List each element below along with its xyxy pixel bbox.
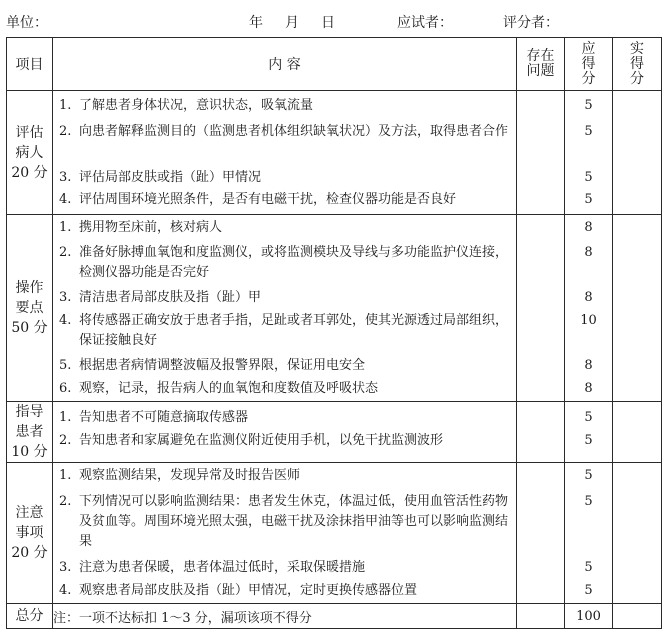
list-item: 4. 将传感器正确安放于患者手指，足趾或者耳郭处，使其光源透过局部组织，保证接触良好 [59,313,509,348]
list-item: 2. 告知患者和家属避免在监测仪附近使用手机，以免干扰监测波形 [59,433,444,448]
col-issue-text: 存在问题 [526,48,555,79]
section-category: 评估 病人 20 分 [7,91,53,215]
list-item: 2. 向患者解释监测目的（监测患者机体组织缺氧状况）及方法，取得患者合作 [59,124,509,139]
due-score-cell: 8 8 8 10 8 8 [565,215,613,402]
list-item: 1. 了解患者身体状况，意识状态，吸氧流量 [59,98,314,113]
col-actual-text: 实得分 [630,40,644,87]
table-row [7,463,662,604]
issue-cell[interactable] [517,604,565,629]
due-score-cell: 5 5 5 5 [565,463,613,604]
col-due-text: 应得分 [581,40,596,87]
list-item: 2. 准备好脉搏血氧饱和度监测仪，或将监测模块及导线与多功能监护仪连接，检测仪器功能是否完好 [59,245,509,280]
issue-cell[interactable] [517,215,565,402]
grader-label: 评分者： [503,15,559,31]
section-category: 指导 患者 10 分 [7,402,53,463]
section-items [53,402,517,463]
list-item: 6. 观察，记录，报告病人的血氧饱和度数值及呼吸状态 [59,381,379,396]
list-item: 4. 评估周围环境光照条件，是否有电磁干扰，检查仪器功能是否良好 [59,192,457,207]
total-score: 100 [565,604,613,629]
list-item: 3. 清洁患者局部皮肤及指（趾）甲 [59,290,262,305]
issue-cell[interactable] [517,402,565,463]
table-row [7,91,662,215]
table-row [7,402,662,463]
issue-cell[interactable] [517,463,565,604]
total-row [7,604,662,629]
list-item: 2. 下列情况可以影响监测结果：患者发生休克，体温过低，使用血管活性药物及贫血等。周围环境光照太强，电磁干扰及涂抹指甲油等也可以影响监测结果 [59,494,509,549]
actual-score-cell[interactable] [613,91,662,215]
actual-score-cell[interactable] [613,463,662,604]
list-item: 3. 注意为患者保暖，患者体温过低时，采取保暖措施 [59,560,366,575]
list-item: 1. 告知患者不可随意摘取传感器 [59,410,249,425]
col-content: 内 容 [53,38,517,91]
assessment-table [6,37,662,629]
section-items [53,215,517,402]
section-items [53,463,517,604]
table-header-row [7,38,662,91]
issue-cell[interactable] [517,91,565,215]
list-item: 3. 评估局部皮肤或指（趾）甲情况 [59,170,262,185]
list-item: 1. 携用物至床前，核对病人 [59,220,223,235]
section-category: 操作 要点 50 分 [7,215,53,402]
examinee-label: 应试者： [397,15,453,31]
day-label: 日 [321,15,335,31]
col-issue [517,38,565,91]
total-note: 注：一项不达标扣 1～3 分，漏项该项不得分 [53,604,517,629]
month-label: 月 [285,15,299,31]
list-item: 1. 观察监测结果，发现异常及时报告医师 [59,468,301,483]
section-items [53,91,517,215]
col-project: 项目 [7,38,53,91]
due-score-cell: 5 5 5 5 [565,91,613,215]
actual-score-cell[interactable] [613,402,662,463]
due-score-cell: 5 5 [565,402,613,463]
table-row [7,215,662,402]
actual-score-cell[interactable] [613,215,662,402]
list-item: 5. 根据患者病情调整波幅及报警界限，保证用电安全 [59,358,366,373]
col-actual-score [613,38,662,91]
list-item: 4. 观察患者局部皮肤及指（趾）甲情况，定时更换传感器位置 [59,583,418,598]
col-due-score [565,38,613,91]
year-label: 年 [249,15,263,31]
actual-score-cell[interactable] [613,604,662,629]
unit-label: 单位： [6,15,48,31]
total-label: 总分 [7,604,53,629]
section-category: 注意 事项 20 分 [7,463,53,604]
